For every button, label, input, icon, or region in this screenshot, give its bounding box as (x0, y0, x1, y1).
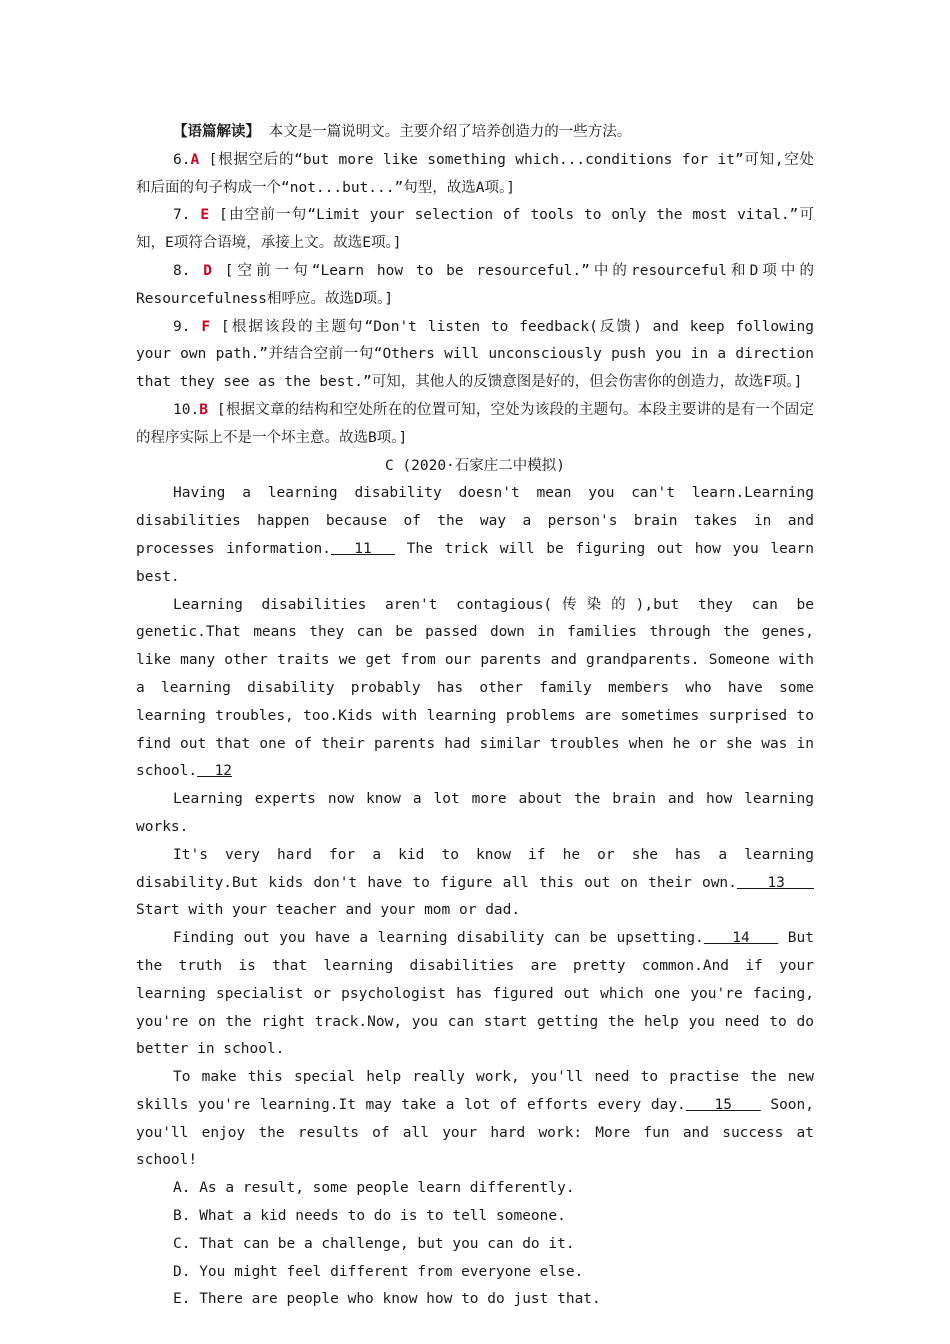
answer-item-9 (136, 314, 814, 397)
answer-letter: E (200, 207, 210, 224)
paragraph-text: But the truth is that learning disabilities are pretty common.And if your learning specialist or psychologist has figured out which one you're facing, you're on the right track.Now, you can start getting the help you need to do better in school. (136, 930, 814, 1058)
passage-paragraph-3: Learning experts now know a lot more about the brain and how learning works. (136, 791, 814, 835)
answer-letter: B (199, 401, 208, 418)
blank-12: 12 (197, 763, 233, 780)
passage-paragraph-4 (136, 842, 814, 925)
document-page (136, 118, 814, 1314)
passage-paragraph-2 (136, 592, 814, 787)
answer-explanation: [空前一句“Learn how to be resourceful.”中的resourceful和D项中的Resourcefulness相呼应。故选D项。] (136, 262, 814, 307)
option-b: B. What a kid needs to do is to tell someone. (173, 1208, 566, 1225)
paragraph-text: It's very hard for a kid to know if he or she has a learning disability.But kids don't have to figure all this out on their own. (136, 846, 814, 891)
passage-paragraph-5 (136, 925, 814, 1064)
answer-explanation: [根据文章的结构和空处所在的位置可知，空处为该段的主题句。本段主要讲的是有一个固定的程序实际上不是一个坏主意。故选B项。] (136, 401, 815, 446)
answer-number: 9. (173, 318, 191, 335)
answer-item-8 (136, 258, 814, 314)
answer-explanation: [根据空后的“but more like something which...conditions for it”可知,空处和后面的句子构成一个“not...but...”句型，故选A项。] (136, 151, 814, 196)
answer-letter: D (203, 262, 212, 279)
blank-15: 15 (685, 1096, 761, 1113)
blank-11: 11 (330, 540, 395, 557)
answer-item-10 (136, 397, 814, 453)
paragraph-text: Having a learning disability doesn't mean you can't learn.Learning disabilities happen because of the way a person's brain takes in and processes information. (136, 485, 814, 557)
answer-number: 8. (173, 262, 191, 279)
answer-letter: A (190, 151, 200, 168)
blank-14: 14 (703, 930, 779, 947)
answer-letter: F (201, 318, 211, 335)
paragraph-text: Start with your teacher and your mom or dad. (136, 902, 521, 919)
analysis-heading: 【语篇解读】 (173, 123, 260, 140)
option-e: E. There are people who know how to do just that. (173, 1291, 601, 1308)
answer-number: 6. (173, 151, 191, 168)
passage-paragraph-1 (136, 480, 814, 591)
analysis-text: 本文是一篇说明文。主要介绍了培养创造力的一些方法。 (268, 124, 632, 140)
paragraph-text: The trick will be figuring out how you learn best. (136, 540, 814, 585)
option-d: D. You might feel different from everyone else. (173, 1263, 584, 1280)
paragraph-text: Learning disabilities aren't contagious(传染的),but they can be genetic.That means they can be passed down in families through the genes, like many other traits we get from our parents and grandparents. Someone with a learning disability probably has other family members who have some learning troubles, too.Kids with learning problems are sometimes surprised to find out that one of their parents had similar troubles when he or she was in school. (136, 596, 814, 780)
passage-paragraph-6 (136, 1064, 814, 1175)
paragraph-text: To make this special help really work, you'll need to practise the new skills you're learning.It may take a lot of efforts every day. (136, 1069, 814, 1113)
option-a: A. As a result, some people learn differently. (173, 1180, 575, 1197)
passage-title: C (2020·石家庄二中模拟) (384, 457, 566, 474)
answer-explanation: [根据该段的主题句“Don't listen to feedback(反馈) and keep following your own path.”并结合空前一句“Others will unconsciously push you in a direction that they see as the best.”可知，其他人的反馈意图是好的，但会伤害你的创造力，故选F项。] (136, 318, 815, 391)
paragraph-text: Finding out you have a learning disability can be upsetting. (173, 930, 704, 947)
paragraph-text: Soon, you'll enjoy the results of all your hard work: More fun and success at school! (136, 1096, 814, 1169)
answer-explanation: [由空前一句“Limit your selection of tools to only the most vital.”可知，E项符合语境，承接上文。故选E项。] (136, 207, 814, 252)
answer-number: 7. (173, 207, 191, 224)
analysis-summary (136, 118, 814, 147)
option-c: C. That can be a challenge, but you can do it. (173, 1235, 575, 1252)
answer-number: 10. (173, 401, 200, 418)
blank-13: 13 (736, 874, 814, 891)
answer-item-7 (136, 202, 814, 258)
answer-item-6 (136, 147, 814, 203)
